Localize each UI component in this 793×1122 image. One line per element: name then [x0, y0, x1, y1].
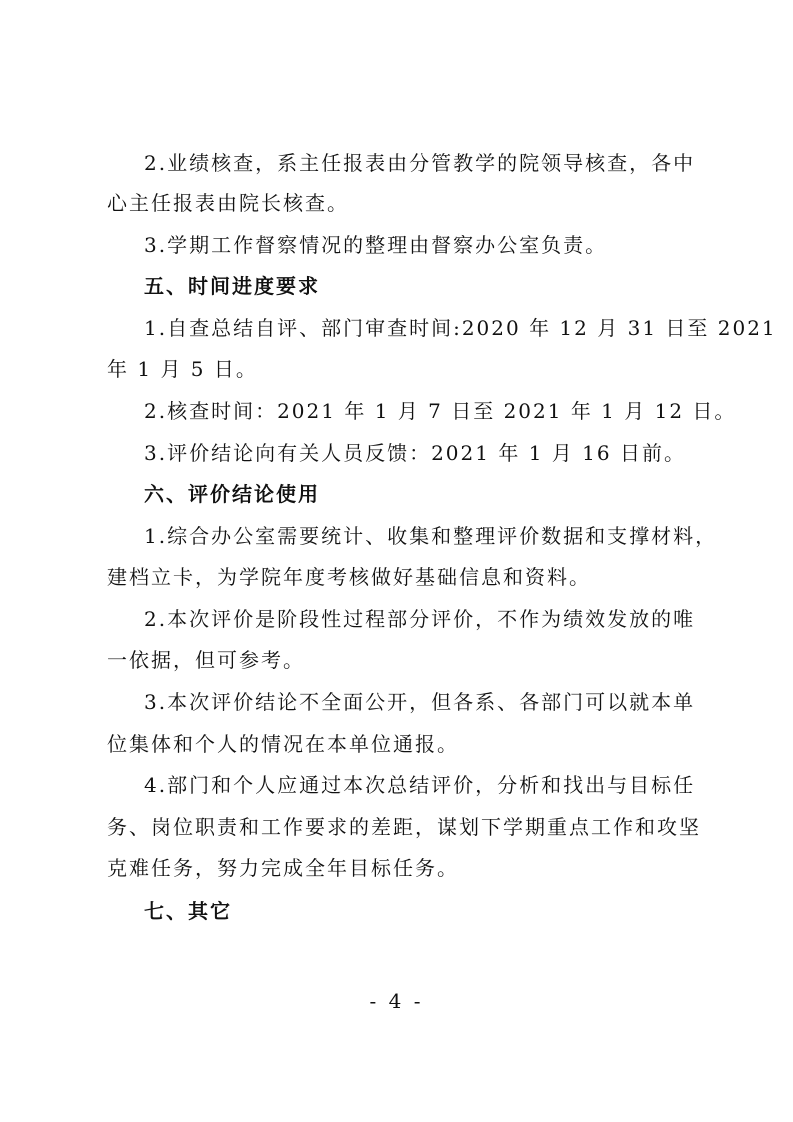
paragraph-line: 位集体和个人的情况在本单位通报。: [107, 732, 459, 756]
section-heading-5: 五、时间进度要求: [144, 274, 320, 298]
paragraph-line: 3.评价结论向有关人员反馈：2021 年 1 月 16 日前。: [144, 441, 686, 465]
paragraph-line: 3.学期工作督察情况的整理由督察办公室负责。: [144, 233, 608, 257]
paragraph-line: 年 1 月 5 日。: [107, 357, 258, 381]
paragraph-line: 务、岗位职责和工作要求的差距，谋划下学期重点工作和攻坚: [107, 815, 701, 839]
paragraph-line: 1.综合办公室需要统计、收集和整理评价数据和支撑材料，: [144, 524, 718, 548]
paragraph-line: 建档立卡，为学院年度考核做好基础信息和资料。: [107, 565, 591, 589]
paragraph-line: 2.本次评价是阶段性过程部分评价，不作为绩效发放的唯: [144, 607, 696, 631]
paragraph-line: 3.本次评价结论不全面公开，但各系、各部门可以就本单: [144, 690, 696, 714]
paragraph-line: 2.业绩核查，系主任报表由分管教学的院领导核查，各中: [144, 151, 696, 175]
paragraph-line: 克难任务，努力完成全年目标任务。: [107, 856, 459, 880]
paragraph-line: 2.核查时间：2021 年 1 月 7 日至 2021 年 1 月 12 日。: [144, 399, 737, 423]
paragraph-line: 1.自查总结自评、部门审查时间:2020 年 12 月 31 日至 2021: [144, 316, 777, 340]
section-heading-7: 七、其它: [144, 899, 232, 923]
section-heading-6: 六、评价结论使用: [144, 482, 320, 506]
page-number: - 4 -: [369, 989, 424, 1013]
paragraph-line: 4.部门和个人应通过本次总结评价，分析和找出与目标任: [144, 773, 696, 797]
paragraph-line: 一依据，但可参考。: [107, 648, 305, 672]
paragraph-line: 心主任报表由院长核查。: [107, 191, 349, 215]
